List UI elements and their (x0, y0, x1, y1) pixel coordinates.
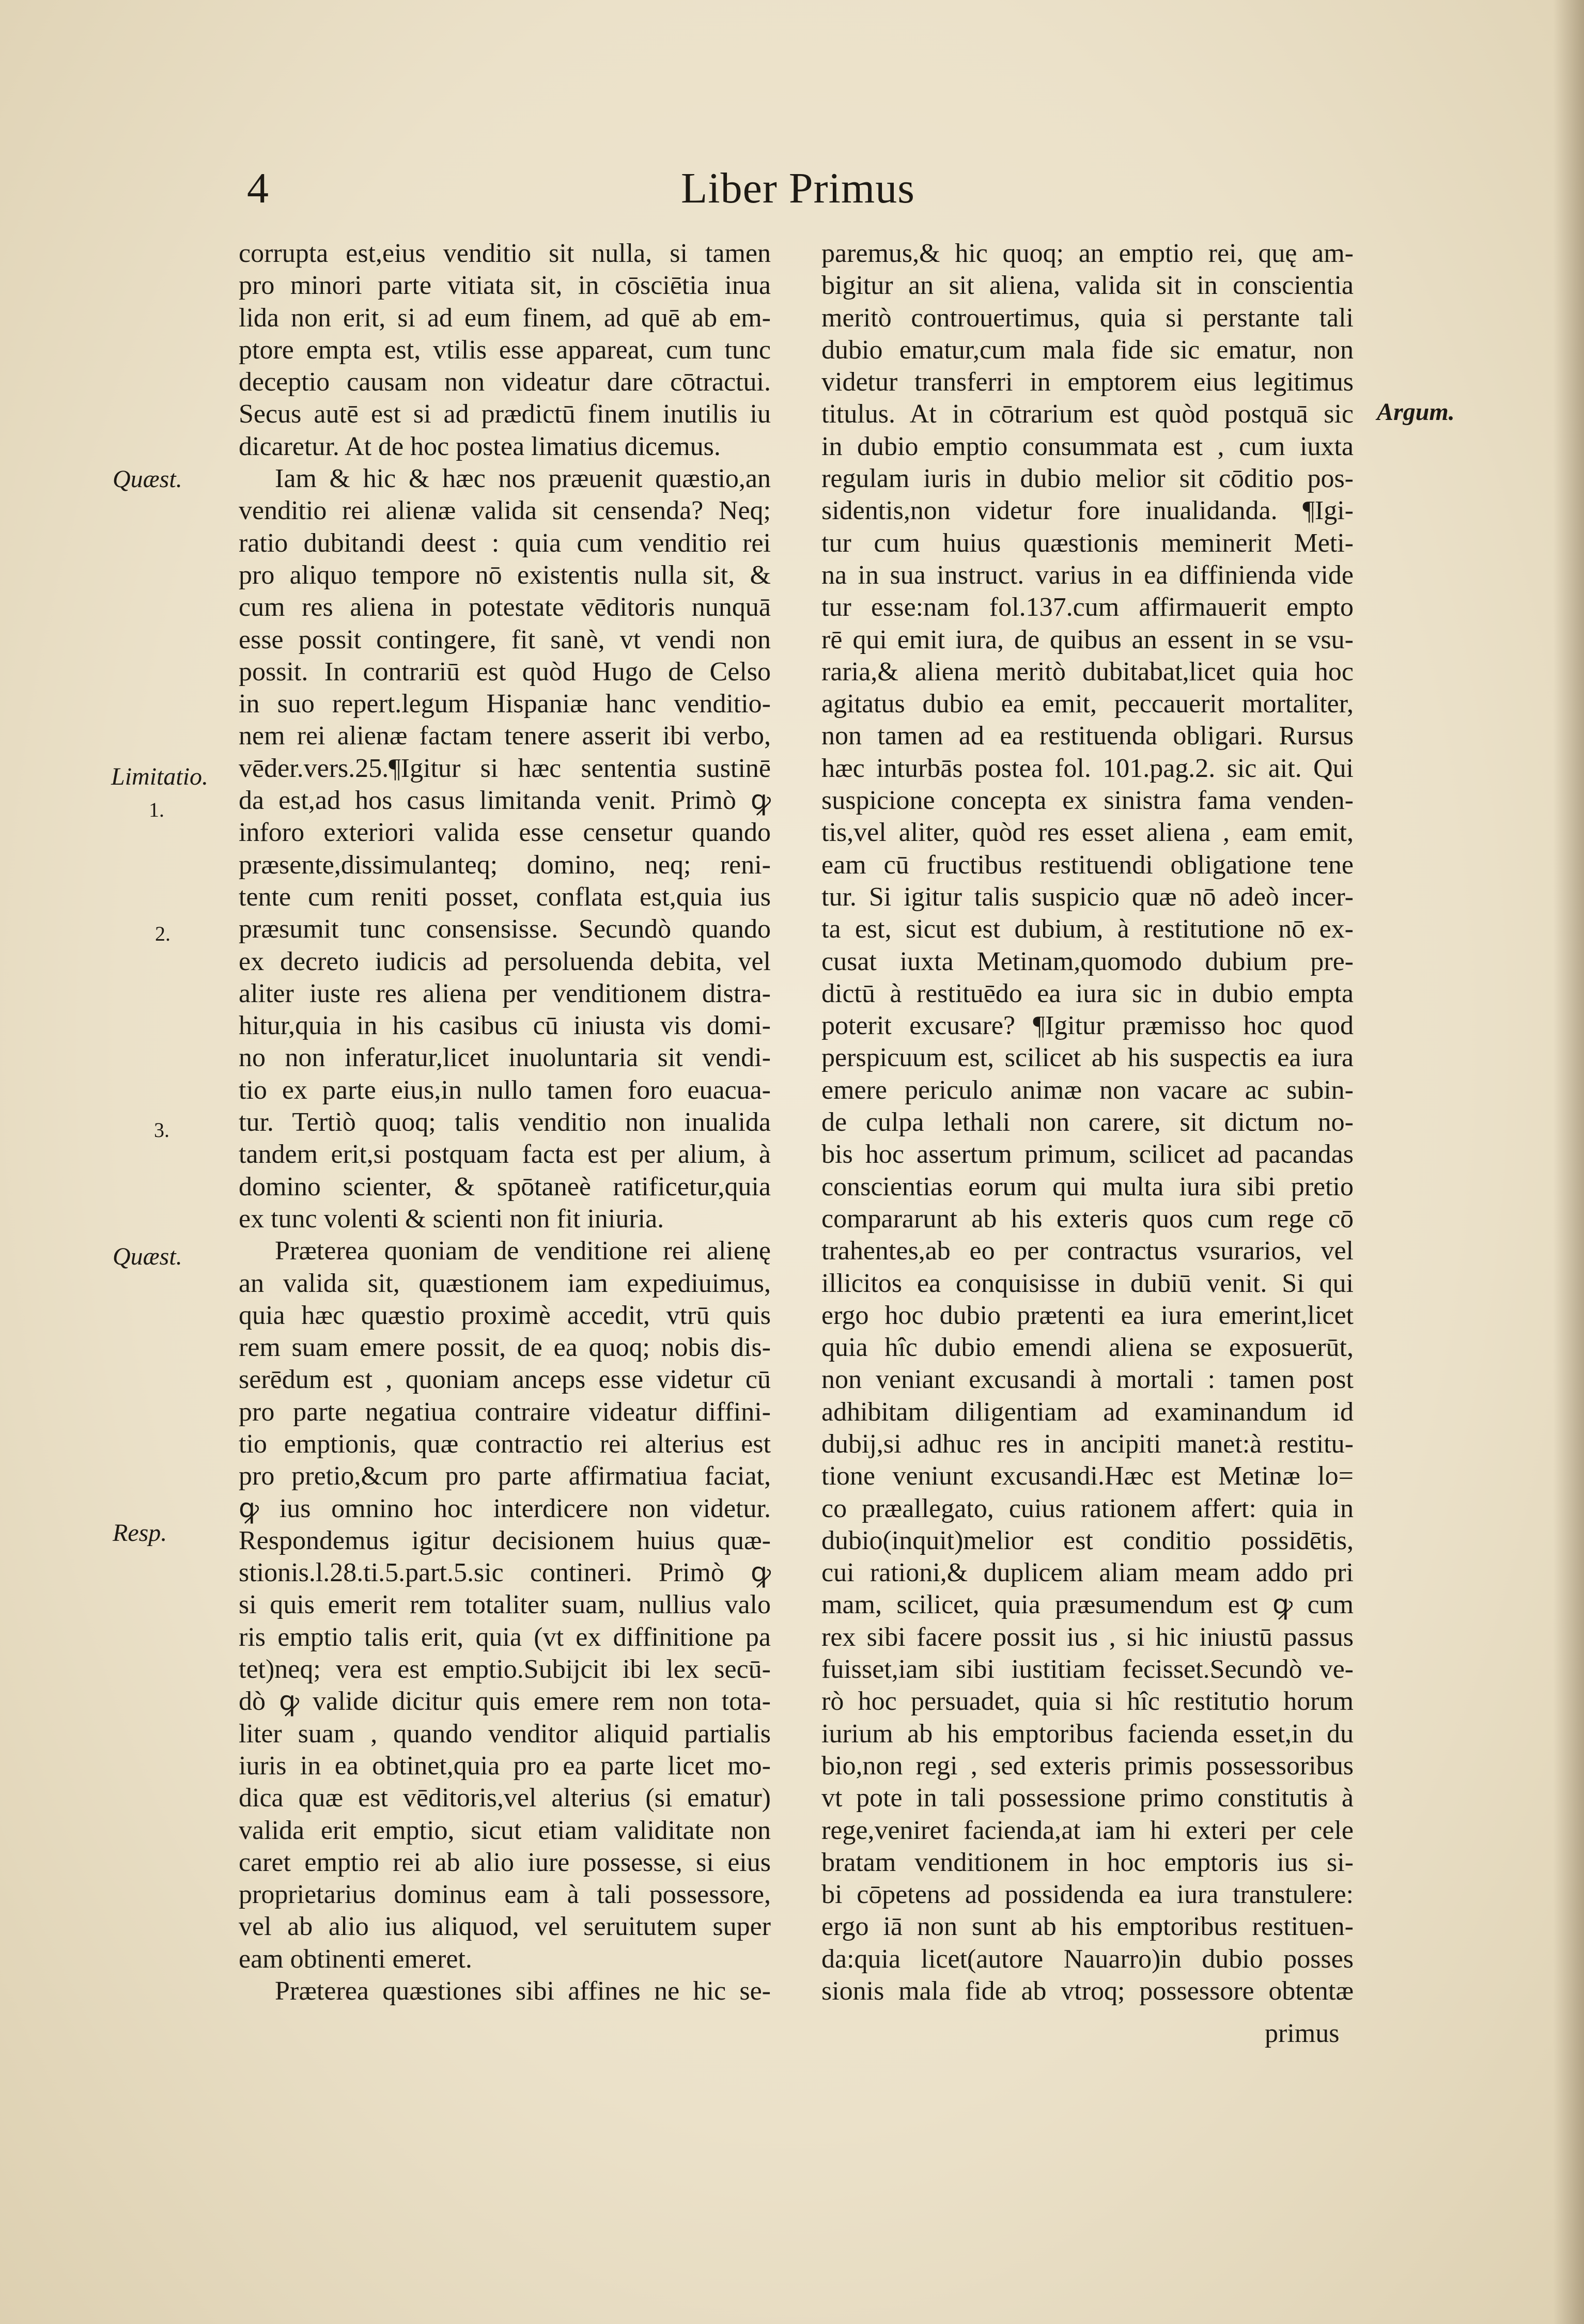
text-line: bis hoc assertum primum, scilicet ad pacandas (821, 1140, 1354, 1169)
text-line: stionis.l.28.ti.5.part.5.sic contineri. Primò ꝙ (239, 1558, 771, 1588)
text-line: paremus,& hic quoq; an emptio rei, quę am- (821, 239, 1354, 268)
text-line: tur. Si igitur talis suspicio quæ nō adeò incer- (821, 882, 1354, 912)
margin-note-limitatio: Limitatio. (111, 763, 209, 790)
text-line: tione veniunt excusandi.Hæc est Metinæ lo= (821, 1461, 1354, 1491)
text-line: in suo repert.legum Hispaniæ hanc venditio- (239, 689, 771, 719)
text-line: inforo exteriori valida esse censetur quando (239, 818, 771, 848)
text-line: ꝙ ius omnino hoc interdicere non videtur. (239, 1493, 771, 1523)
page-edge-shadow (1553, 0, 1584, 2324)
running-head: Liber Primus (681, 164, 915, 212)
text-line: cui rationi,& duplicem aliam meam addo pri (821, 1558, 1354, 1588)
text-line: domino scienter, & spōtaneè ratificetur,quia (239, 1172, 771, 1202)
text-line: serēdum est , quoniam anceps esse videtur cū (239, 1365, 771, 1395)
text-line: Secus autē est si ad prædictū finem inutilis iu (239, 399, 771, 429)
text-line: Præterea quæstiones sibi affines ne hic se- (275, 1976, 771, 2006)
text-line: dictū à restituēdo ea iura sic in dubio empta (821, 978, 1354, 1008)
right-text-column (821, 238, 1354, 2007)
text-line: fuisset,iam sibi iustitiam fecisset.Secundò ve- (821, 1655, 1354, 1684)
text-line: na in sua instruct. varius in ea diffinienda vide (821, 560, 1354, 590)
text-line: bigitur an sit aliena, valida sit in conscientia (821, 271, 1354, 301)
text-line: da:quia licet(autore Nauarro)in dubio posses (821, 1944, 1354, 1974)
text-line: rem suam emere possit, de ea quoq; nobis dis- (239, 1333, 771, 1363)
text-line: hæc inturbās postea fol. 101.pag.2. sic ait. Qui (821, 753, 1354, 783)
margin-note-number: 1. (149, 798, 164, 821)
text-line: raria,& aliena meritò dubitabat,licet quia hoc (821, 657, 1354, 687)
text-line: agitatus dubio ea emit, peccauerit mortaliter, (821, 689, 1354, 719)
margin-note-number: 2. (155, 922, 170, 945)
text-line: rege,veniret facienda,at iam hi exteri per cele (821, 1815, 1354, 1845)
text-line: perspicuum est, scilicet ab his suspectis ea iura (821, 1043, 1354, 1073)
catchword: primus (1265, 2019, 1340, 2048)
text-line: Respondemus igitur decisionem huius quæ- (239, 1525, 771, 1555)
margin-note-resp: Resp. (113, 1519, 167, 1547)
text-line: possit. In contrariū est quòd Hugo de Celso (239, 657, 771, 687)
text-line: dubio(inquit)melior est conditio possidētis, (821, 1525, 1354, 1555)
text-line: dicaretur. At de hoc postea limatius dicemus. (239, 431, 721, 461)
text-line: aliter iuste res aliena per venditionem distra- (239, 978, 771, 1008)
text-line: quia hæc quæstio proximè accedit, vtrū quis (239, 1300, 771, 1330)
text-line: cum res aliena in potestate vēditoris nunquā (239, 592, 771, 622)
text-line: vt pote in tali possessione primo constitutis à (821, 1783, 1354, 1813)
text-line: ratio dubitandi deest : quia cum venditio rei (239, 528, 771, 558)
text-line: eam cū fructibus restituendi obligatione tene (821, 850, 1354, 880)
text-line: tis,vel aliter, quòd res esset aliena , eam emit, (821, 818, 1354, 848)
text-line: valida erit emptio, sicut etiam validitate non (239, 1815, 771, 1845)
text-line: trahentes,ab eo per contractus vsurarios, vel (821, 1236, 1354, 1266)
text-line: ptore empta est, vtilis esse appareat, cum tunc (239, 335, 771, 365)
text-line: no non inferatur,licet inuoluntaria sit vendi- (239, 1043, 771, 1073)
text-line: ex decreto iudicis ad persoluenda debita, vel (239, 946, 771, 976)
text-line: meritò controuertimus, quia si perstante tali (821, 303, 1354, 333)
text-line: regulam iuris in dubio melior sit cōditio pos- (821, 464, 1354, 494)
text-line: mam, scilicet, quia præsumendum est ꝙ cum (821, 1590, 1354, 1620)
text-line: dica quæ est vēditoris,vel alterius (si ematur) (239, 1783, 771, 1813)
text-line: ris emptio talis erit, quia (vt ex diffinitione pa (239, 1622, 771, 1652)
text-line: si quis emerit rem totaliter suam, nullius valo (239, 1590, 771, 1620)
text-line: dò ꝙ valide dicitur quis emere rem non tota- (239, 1687, 771, 1717)
text-line: rex sibi facere possit ius , si hic iniustū passus (821, 1622, 1354, 1652)
text-line: hitur,quia in his casibus cū iniusta vis domi- (239, 1011, 771, 1041)
text-line: tandem erit,si postquam facta est per alium, à (239, 1140, 771, 1169)
text-line: conscientias eorum qui multa iura sibi pretio (821, 1172, 1354, 1202)
text-line: vēder.vers.25.¶Igitur si hæc sententia sustinē (239, 753, 771, 783)
text-line: tet)neq; vera est emptio.Subijcit ibi lex secū- (239, 1655, 771, 1684)
text-line: tio emptionis, quæ contractio rei alterius est (239, 1429, 771, 1459)
text-line: de culpa lethali non carere, sit dictum no- (821, 1108, 1354, 1137)
text-line: tente cum reniti posset, conflata est,quia ius (239, 882, 771, 912)
text-line: tio ex parte eius,in nullo tamen foro euacua- (239, 1075, 771, 1105)
text-line: Præterea quoniam de venditione rei alienę (275, 1236, 771, 1266)
left-text-column (239, 238, 771, 2007)
text-line: bio,non regi , sed exteris primis possessoribus (821, 1751, 1354, 1781)
text-line: deceptio causam non videatur dare cōtractui. (239, 367, 771, 397)
text-line: rò hoc persuadet, quia si hîc restitutio horum (821, 1687, 1354, 1717)
text-line: quia hîc dubio emendi aliena se exposuerūt, (821, 1333, 1354, 1363)
margin-note-quaest: Quæst. (113, 465, 182, 493)
text-line: caret emptio rei ab alio iure possesse, si eius (239, 1847, 771, 1877)
text-line: non tamen ad ea restituenda obligari. Rursus (821, 721, 1354, 751)
text-line: rē qui emit iura, de quibus an essent in se vsu- (821, 625, 1354, 654)
text-line: proprietarius dominus eam à tali possessore, (239, 1880, 771, 1910)
text-line: sidentis,non videtur fore inualidanda. ¶Igi- (821, 496, 1354, 526)
text-line: iurium ab his emptoribus facienda esset,in du (821, 1719, 1354, 1749)
text-line: nem rei alienæ factam tenere asserit ibi verbo, (239, 721, 771, 751)
text-line: iuris in ea obtinet,quia pro ea parte licet mo- (239, 1751, 771, 1781)
text-line: ex tunc volenti & scienti non fit iniuria. (239, 1204, 664, 1234)
text-line: in dubio emptio consummata est , cum iuxta (821, 431, 1354, 461)
margin-note-number: 3. (154, 1118, 169, 1142)
text-line: an valida sit, quæstionem iam expediuimus, (239, 1268, 771, 1298)
text-line: cusat iuxta Metinam,quomodo dubium pre- (821, 946, 1354, 976)
text-line: pro aliquo tempore nō existentis nulla sit, & (239, 560, 771, 590)
text-line: tur esse:nam fol.137.cum affirmauerit empto (821, 592, 1354, 622)
text-line: ta est, sicut est dubium, à restitutione nō ex- (821, 914, 1354, 944)
text-line: poterit excusare? ¶Igitur præmisso hoc quod (821, 1011, 1354, 1041)
text-line: venditio rei alienæ valida sit censenda? Neq; (239, 496, 771, 526)
text-line: pro pretio,&cum pro parte affirmatiua faciat, (239, 1461, 771, 1491)
text-line: da est,ad hos casus limitanda venit. Primò ꝙ (239, 786, 771, 816)
text-line: pro parte negatiua contraire videatur diffini- (239, 1397, 771, 1427)
text-line: vel ab alio ius aliquod, vel seruitutem super (239, 1912, 771, 1942)
page-number: 4 (247, 164, 269, 212)
text-line: præsumit tunc consensisse. Secundò quando (239, 914, 771, 944)
text-line: adhibitam diligentiam ad examinandum id (821, 1397, 1354, 1427)
text-line: illicitos ea conquisisse in dubiū venit. Si qui (821, 1268, 1354, 1298)
text-line: esse possit contingere, fit sanè, vt vendi non (239, 625, 771, 654)
text-line: liter suam , quando venditor aliquid partialis (239, 1719, 771, 1749)
text-line: pro minori parte vitiata sit, in cōsciētia inua (239, 271, 771, 301)
text-line: lida non erit, si ad eum finem, ad quē ab em- (239, 303, 771, 333)
text-line: co præallegato, cuius rationem affert: quia in (821, 1493, 1354, 1523)
text-line: emere periculo animæ non vacare ac subin- (821, 1075, 1354, 1105)
text-line: dubio ematur,cum mala fide sic ematur, non (821, 335, 1354, 365)
text-line: non veniant excusandi à mortali : tamen post (821, 1365, 1354, 1395)
text-line: præsente,dissimulanteq; domino, neq; reni- (239, 850, 771, 880)
text-line: sionis mala fide ab vtroq; possessore obtentæ (821, 1976, 1354, 2006)
text-line: ergo iā non sunt ab his emptoribus restituen- (821, 1912, 1354, 1942)
text-line: compararunt ab his exteris quos cum rege cō (821, 1204, 1354, 1234)
text-line: bi cōpetens ad possidenda ea iura transtulere: (821, 1880, 1354, 1910)
text-line: tur cum huius quæstionis meminerit Meti- (821, 528, 1354, 558)
margin-note-quaest: Quæst. (113, 1243, 182, 1270)
text-line: ergo hoc dubio prætenti ea iura emerint,licet (821, 1300, 1354, 1330)
text-line: dubij,si adhuc res in ancipiti manet:à restitu- (821, 1429, 1354, 1459)
margin-note-argum: Argum. (1377, 398, 1455, 426)
text-line: Iam & hic & hæc nos præuenit quæstio,an (275, 464, 771, 494)
text-line: bratam venditionem in hoc emptoris ius si- (821, 1847, 1354, 1877)
text-line: eam obtinenti emeret. (239, 1944, 472, 1974)
text-line: titulus. At in cōtrarium est quòd postquā sic (821, 399, 1354, 429)
text-line: videtur transferri in emptorem eius legitimus (821, 367, 1354, 397)
text-line: corrupta est,eius venditio sit nulla, si tamen (239, 239, 771, 268)
text-line: tur. Tertiò quoq; talis venditio non inualida (239, 1108, 771, 1137)
text-line: suspicione concepta ex sinistra fama venden- (821, 786, 1354, 816)
